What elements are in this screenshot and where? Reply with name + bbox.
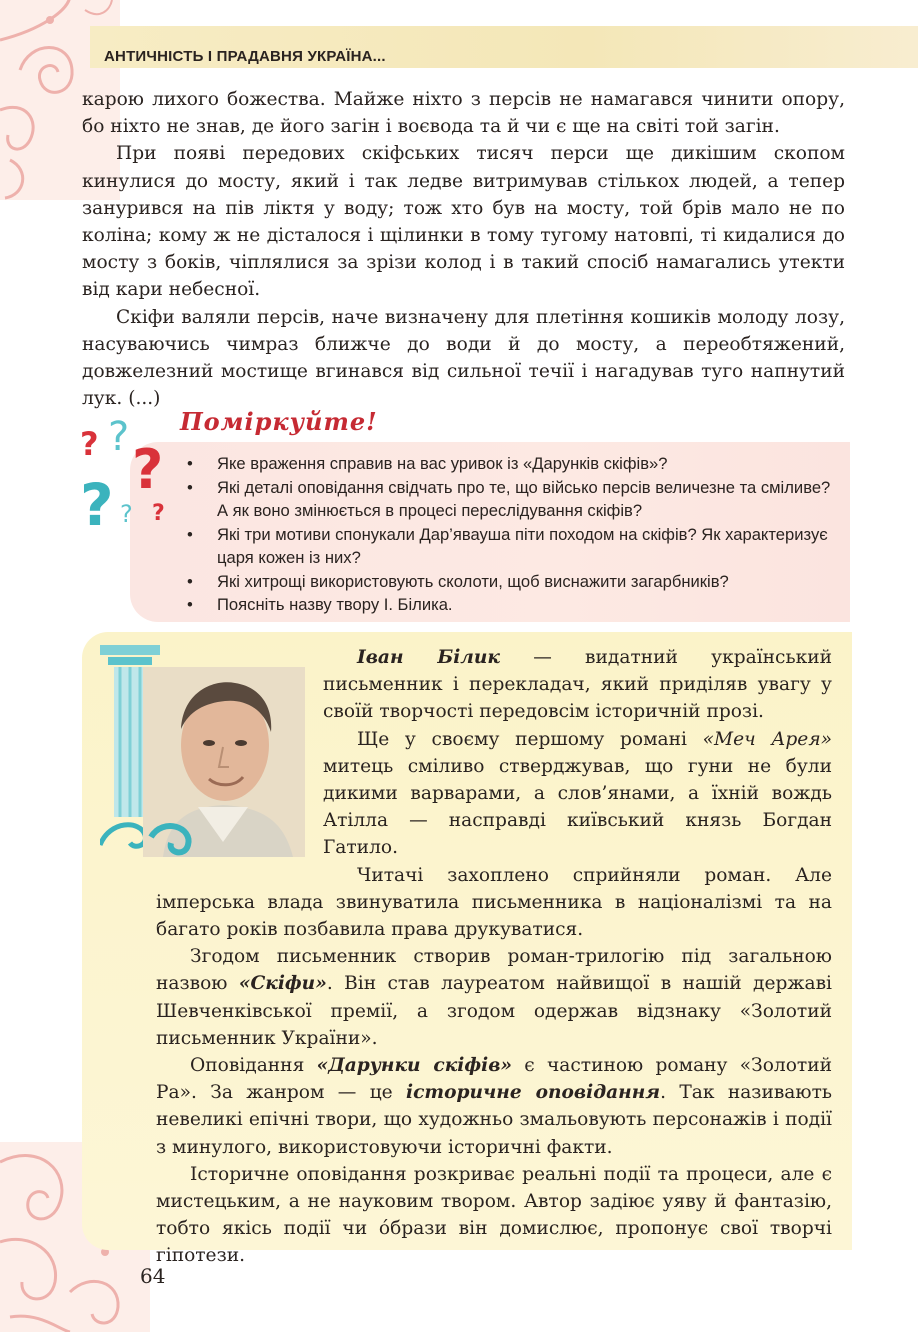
paragraph: Читачі захоплено сприйняли роман. Але імперська влада звинуватила письменника в націоналізмі та на багато років позбавила права друкуватися. — [156, 864, 832, 941]
svg-text:?: ? — [120, 500, 133, 528]
book-title: «Дарунки скіфів» — [316, 1055, 513, 1077]
list-item: • Яке враження справив на вас уривок із «Дарунків скіфів»? — [185, 452, 845, 476]
question-marks-icon — [70, 410, 190, 540]
page-number: 64 — [140, 1264, 166, 1288]
author-name: Іван Білик — [357, 647, 500, 668]
running-header: АНТИЧНІСТЬ І ПРАДАВНЯ УКРАЇНА... — [104, 48, 386, 65]
svg-text:?: ? — [152, 501, 165, 526]
questions-heading: Поміркуйте! — [180, 407, 378, 436]
svg-text:?: ? — [80, 425, 99, 463]
story-excerpt — [82, 86, 845, 412]
paragraph: При появі передових скіфських тисяч перси ще дикішим скопом кинулися до мосту, який і так ледве витримував стількох людей, а тепер занурився на пів ліктя у воду; тож хто був на мосту, той брів мало не по коліна; кому ж не дісталося і щілинки в тому тугому натовпі, ті кидалися до мосту з боків, чіплялися за зрізи колод і в такий спосіб намагались утекти від кари небесної. — [82, 143, 845, 301]
genre-term: історичне оповідання — [406, 1082, 661, 1104]
list-item: • Які хитрощі використовують сколоти, щоб виснажити загарбників? — [185, 570, 845, 594]
list-item: • Які деталі оповідання свідчать про те, що військо персів величезне та сміливе? А як воно змінюється в процесі переслідування скіфів? — [185, 476, 845, 523]
paragraph: карою лихого божества. Майже ніхто з персів не намагався чинити опору, бо ніхто не знав, де його загін і воєвода та й чи є ще на світі той загін. — [82, 89, 845, 138]
paragraph: Скіфи валяли персів, наче визначену для плетіння кошиків молоду лозу, насуваючись чимраз ближче до води й до мосту, а переобтяжений, довжелезний мостище вгинався від сильної течії і нагадував туго напнутий лук. (...) — [82, 306, 845, 410]
paragraph: Згодом письменник створив роман-трилогію під загальною назвою «Скіфи». Він став лауреатом найвищої в нашій державі Шевченківської премії, а згодом одержав відзнаку «Золотий письменник України». — [156, 946, 832, 1049]
svg-text:?: ? — [132, 438, 164, 501]
author-bio-text — [156, 644, 832, 1270]
paragraph: Ще у своєму першому романі «Меч Арея» митець сміливо стверджував, що гуни не були дикими варварами, а слов’янами, а їхній вождь Атілла — насправді київський князь Богдан Гатило. — [323, 728, 832, 859]
svg-text:?: ? — [80, 471, 114, 539]
book-title: «Скіфи» — [238, 973, 327, 995]
paragraph: Історичне оповідання розкриває реальні події та процеси, але є мистецьким, а не науковим твором. Автор задіює уяву й фантазію, тобто якісь події чи о́брази він домислює, пропонує свої творчі гіпотези. — [156, 1163, 832, 1267]
paragraph: Іван Білик — видатний український письменник і перекладач, який приділяв увагу у своїй творчості передовсім історичній прозі. — [323, 647, 832, 723]
book-title: «Меч Арея» — [702, 728, 832, 750]
svg-text:?: ? — [108, 414, 130, 460]
list-item: • Які три мотиви спонукали Дар’явауша піти походом на скіфів? Як характеризує царя кожен із них? — [185, 523, 845, 570]
paragraph: Оповідання «Дарунки скіфів» є частиною роману «Золотий Ра». За жанром — це історичне оповідання. Так називають невеликі епічні твори, що художньо змальовують персонажів і події з минулого, використовуючи історичні факти. — [156, 1055, 832, 1158]
list-item: • Поясніть назву твору І. Білика. — [185, 593, 845, 617]
questions-list — [185, 452, 845, 617]
